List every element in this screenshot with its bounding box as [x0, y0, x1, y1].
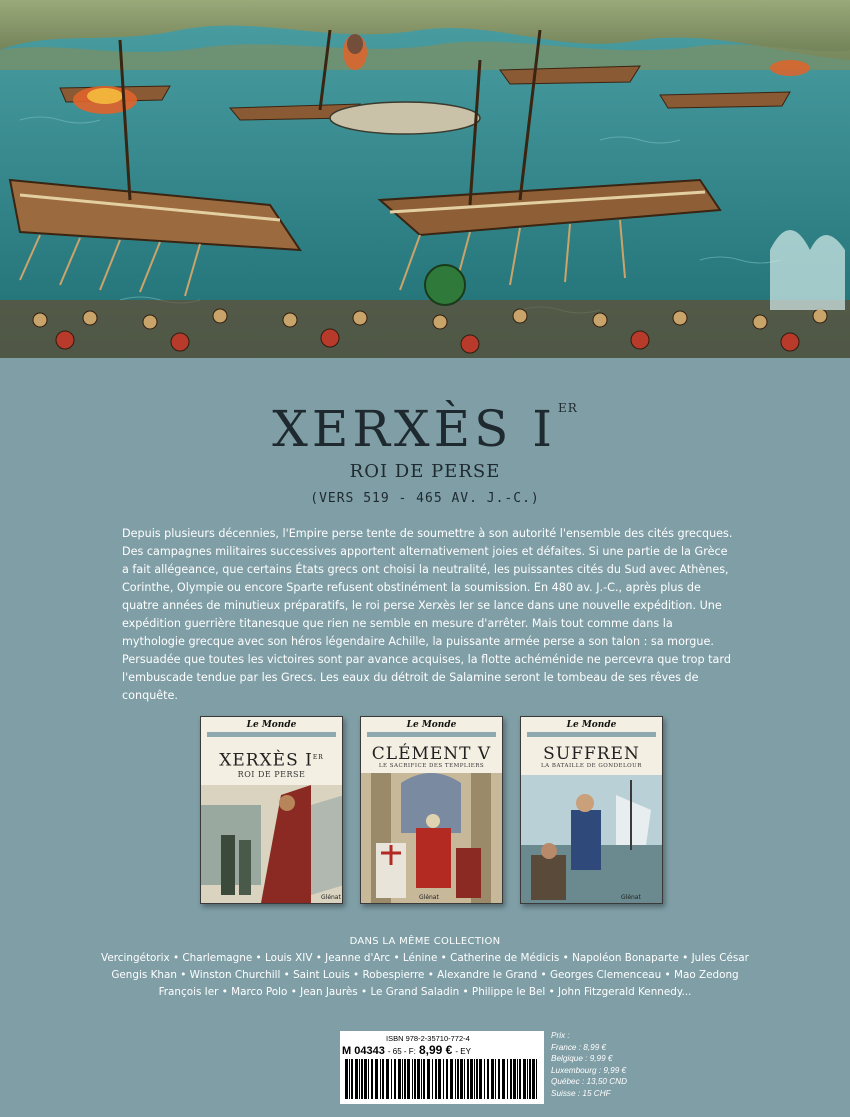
- price-quebec: Québec : 13,50 CND: [551, 1077, 628, 1087]
- collection-list: [0, 933, 850, 1001]
- collection-line-2: Gengis Khan • Winston Churchill • Saint Louis • Robespierre • Alexandre le Grand • Georges Clemenceau • Mao Zedong: [111, 969, 739, 981]
- book-cover-xerxes: [200, 716, 343, 904]
- price-label: Prix :: [551, 1031, 570, 1040]
- book-cover-title: XERXÈS IER: [219, 750, 324, 771]
- naval-battle-artwork: [0, 0, 850, 358]
- book-cover-title: CLÉMENT V: [371, 744, 492, 764]
- price-belgique: Belgique : 9,99 €: [551, 1054, 613, 1064]
- book-cover-subtitle: LE SACRIFICE DES TEMPLIERS: [378, 763, 485, 769]
- collection-band: [367, 732, 496, 737]
- price-list: [551, 1030, 627, 1100]
- summary-text: Depuis plusieurs décennies, l'Empire perse tente de soumettre à son autorité l'ensemble des cités grecques. Des campagnes militaires successives apportent alternativement joies et défaites. Si une partie de la Grèce a fait allégeance, que certains États grecs ont choisi la neutralité, les puissantes cités du Sud avec Athènes, Corinthe, Olympie ou encore Sparte refusent obstinément la soumission. En 480 av. J.-C., après plus de quatre années de minutieux préparatifs, le roi perse Xerxès Ier se lance dans une nouvelle expédition. Une expédition guerrière titanesque que rien ne semble en mesure d'arrêter. Mais tout comme dans la mythologie grecque avec son héros légendaire Achille, la puissante armée perse a son talon : sa morgue. Persuadée que toutes les victoires sont par avance acquises, la flotte achéménide ne percevra que trop tard l'embuscade tendue par les Grecs. Les eaux du détroit de Salamine seront le tombeau de ses rêves de conquête.: [122, 527, 733, 702]
- barcode-code: M 04343 - 65 - F: 8,99 € - EY: [342, 1043, 471, 1057]
- book-cover-art: [521, 775, 663, 903]
- le-monde-logo: Le Monde: [566, 720, 617, 730]
- book-cover-subtitle: LA BATAILLE DE GONDELOUR: [541, 763, 642, 769]
- collection-band: [527, 732, 656, 737]
- book-subtitle: ROI DE PERSE: [349, 461, 501, 482]
- barcode-box: [340, 1031, 544, 1104]
- book-cover-clement: [360, 716, 503, 904]
- svg-text:Glénat: Glénat: [419, 894, 439, 901]
- book-dates: (VERS 519 - 465 AV. J.-C.): [310, 491, 540, 506]
- book-cover-title: SUFFREN: [543, 744, 640, 764]
- barcode-icon: [343, 1059, 541, 1101]
- price-suisse: Suisse : 15 CHF: [551, 1088, 611, 1098]
- price-france: France : 8,99 €: [551, 1042, 607, 1052]
- book-cover-art: [201, 785, 343, 903]
- svg-text:Glénat: Glénat: [621, 894, 641, 901]
- le-monde-logo: Le Monde: [246, 720, 297, 730]
- isbn-text: ISBN 978-2-35710-772-4: [386, 1034, 470, 1043]
- book-title: XERXÈS I $^{ER}$: [272, 400, 578, 458]
- collection-heading: DANS LA MÊME COLLECTION: [349, 936, 501, 947]
- collection-line-1: Vercingétorix • Charlemagne • Louis XIV • Jeanne d'Arc • Lénine • Catherine de Médicis • Napoléon Bonaparte • Jules César: [101, 952, 749, 964]
- book-cover-subtitle: ROI DE PERSE: [237, 769, 306, 779]
- book-cover-suffren: [520, 716, 663, 904]
- collection-line-3: François Ier • Marco Polo • Jean Jaurès • Le Grand Saladin • Philippe le Bel • John Fitzgerald Kennedy...: [158, 986, 692, 998]
- collection-covers: [0, 716, 850, 904]
- le-monde-logo: Le Monde: [406, 720, 457, 730]
- title-suffix: ER: [557, 401, 578, 415]
- title-block: [0, 378, 850, 506]
- cover-illustration: [0, 0, 850, 358]
- svg-text:Glénat: Glénat: [321, 894, 341, 901]
- price-luxembourg: Luxembourg : 9,99 €: [551, 1065, 627, 1075]
- book-cover-art: [361, 773, 503, 903]
- collection-band: [207, 732, 336, 737]
